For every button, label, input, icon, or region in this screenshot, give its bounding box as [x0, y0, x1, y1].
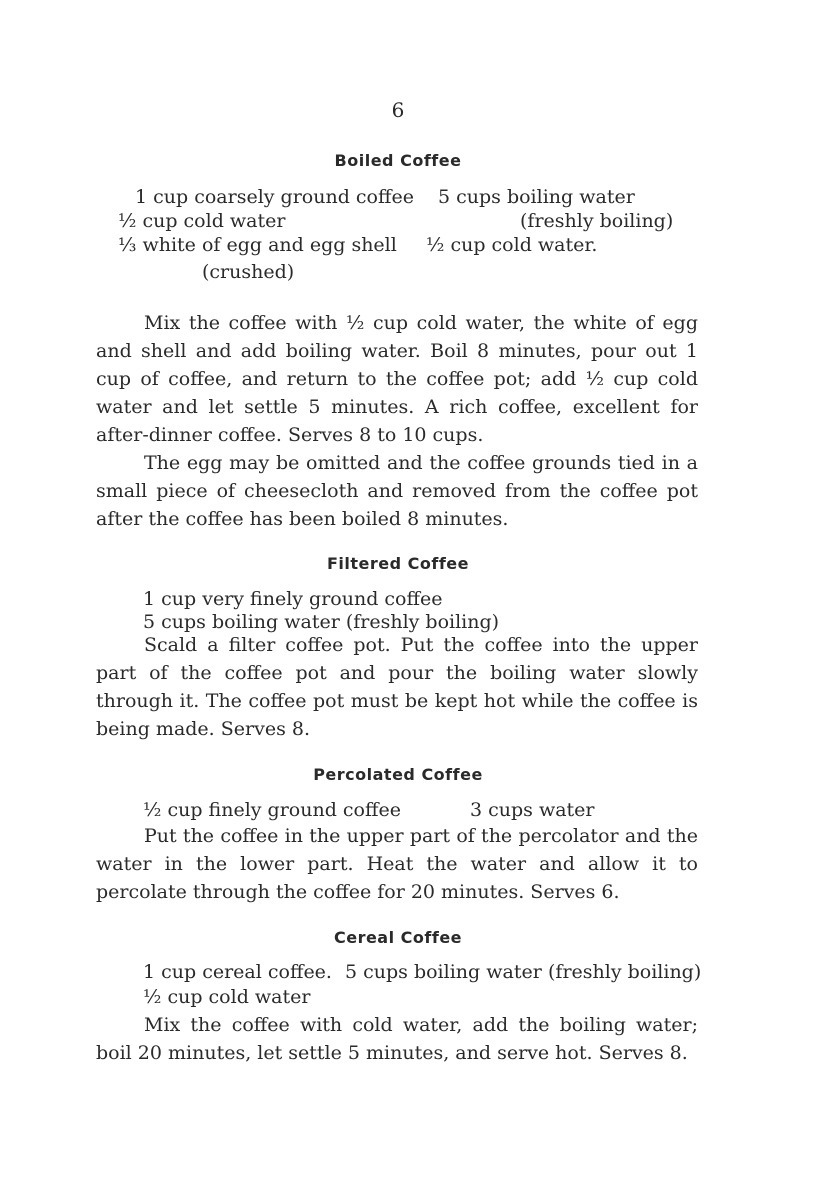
filtered-coffee-heading: Filtered Coffee [326, 554, 470, 573]
ingredient: 1 cup coarsely ground coffee [135, 186, 414, 208]
ingredient: 1 cup cereal coffee. [143, 961, 332, 983]
percolated-coffee-heading: Percolated Coffee [313, 765, 483, 784]
ingredient: 1 cup very finely ground coffee [143, 588, 443, 610]
boiled-coffee-heading: Boiled Coffee [334, 151, 462, 170]
paragraph: Mix the coffee with cold water, add the boiling water; boil 20 minutes, let settle 5 minutes, and serve hot. Serves 8. [96, 1014, 698, 1064]
page-number: 6 [391, 98, 405, 122]
ingredient: (freshly boiling) [548, 961, 702, 983]
ingredient: 5 cups boiling water (freshly boiling) [143, 611, 500, 633]
paragraph: Scald a filter coffee pot. Put the coffee into the upper part of the coffee pot and pour the boiling water slowly through it. The coffee pot must be kept hot while the coffee is being made. Serves 8. [96, 634, 698, 740]
ingredient: ½ cup cold water [118, 210, 286, 232]
ingredient: 5 cups boiling water [345, 961, 542, 983]
ingredient: (crushed) [202, 261, 295, 283]
paragraph: The egg may be omitted and the coffee grounds tied in a small piece of cheesecloth and removed from the coffee pot after the coffee has been boiled 8 minutes. [96, 452, 698, 530]
paragraph: Mix the coffee with ½ cup cold water, the white of egg and shell and add boiling water. Boil 8 minutes, pour out 1 cup of coffee, and return to the coffee pot; add ½ cup cold water and let settle 5 minutes. A rich coffee, excellent for after-dinner coffee. Serves 8 to 10 cups. [96, 312, 698, 446]
ingredient: ½ cup finely ground coffee [143, 799, 401, 821]
ingredient: 3 cups water [470, 799, 595, 821]
ingredient: (freshly boiling) [520, 210, 674, 232]
ingredient: 5 cups boiling water [438, 186, 635, 208]
ingredient: ⅓ white of egg and egg shell [118, 234, 397, 256]
ingredient: ½ cup cold water [143, 986, 311, 1008]
paragraph: Put the coffee in the upper part of the percolator and the water in the lower part. Heat the water and allow it to percolate through the coffee for 20 minutes. Serves 6. [96, 825, 698, 903]
cereal-coffee-heading: Cereal Coffee [333, 928, 463, 947]
ingredient: ½ cup cold water. [426, 234, 598, 256]
